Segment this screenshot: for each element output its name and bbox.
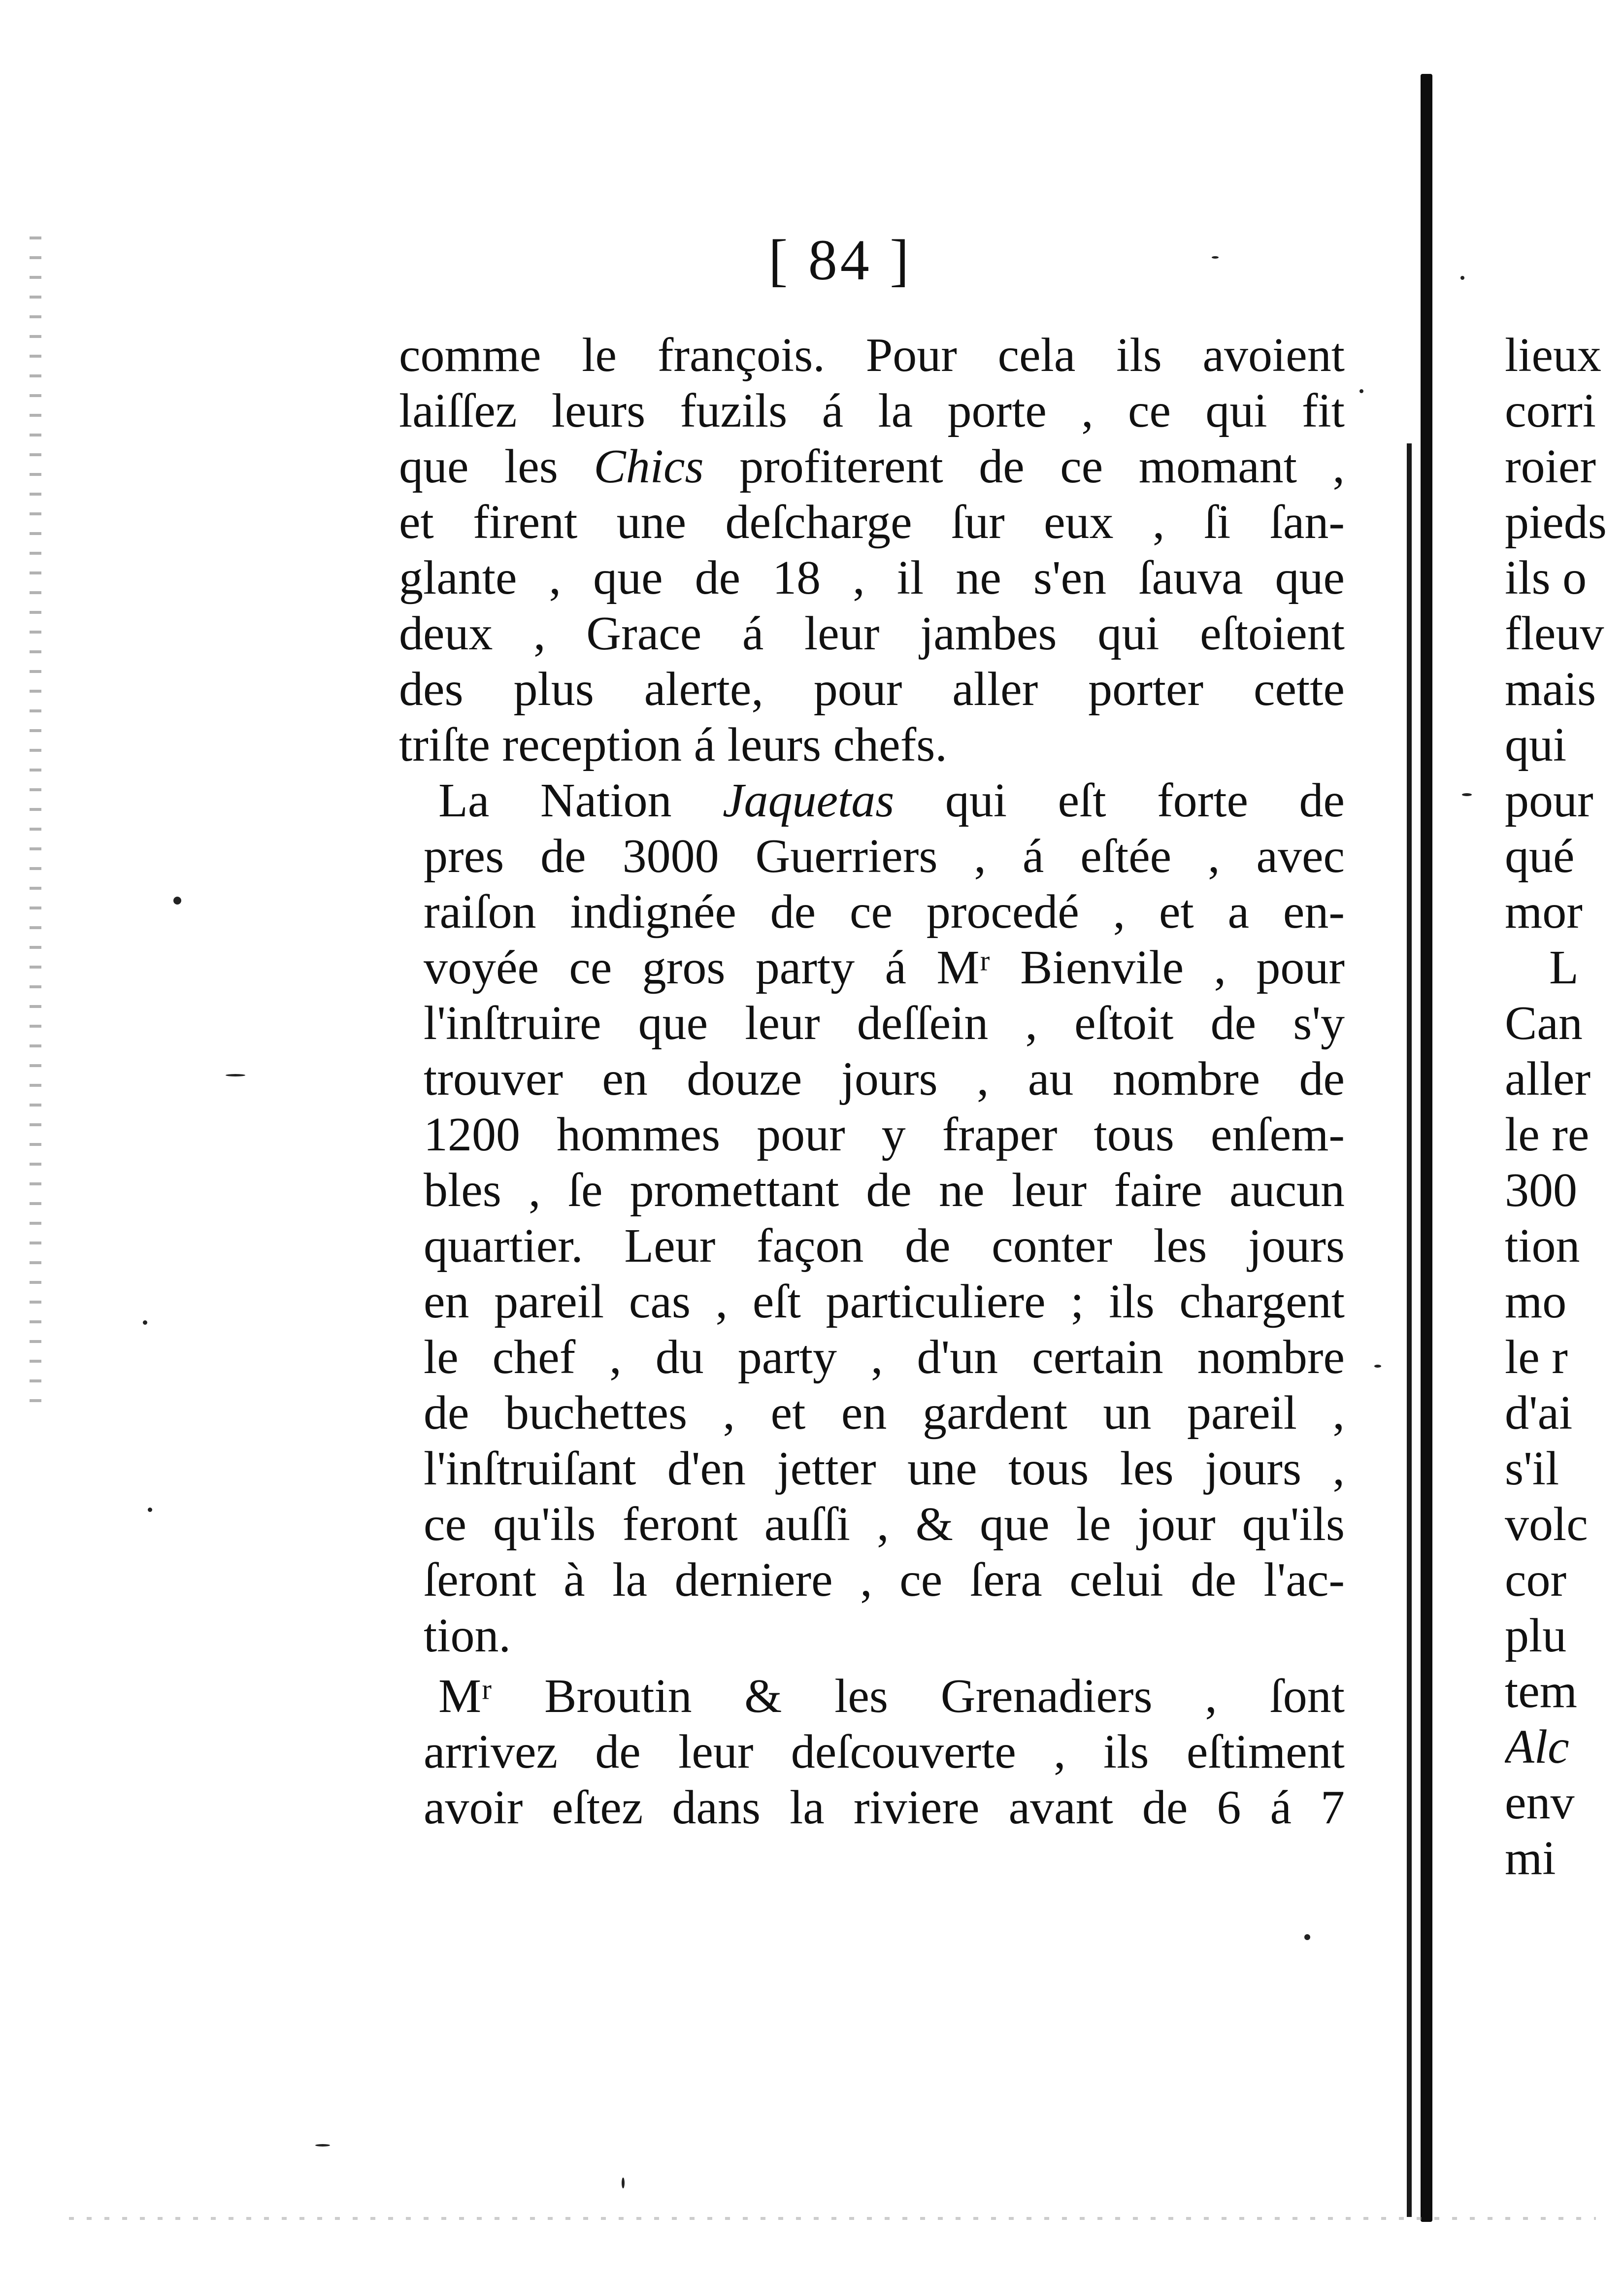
facing-line: env — [1505, 1776, 1575, 1829]
italic-word: Jaquetas — [723, 774, 895, 827]
text-line: pres de 3000 Guerriers , á eſtée , avec — [424, 830, 1345, 883]
scan-bottom-noise — [69, 2217, 1596, 2220]
text-line: arrivez de leur deſcouverte , ils eſtiment — [424, 1725, 1345, 1779]
facing-line: fleuv — [1505, 607, 1604, 660]
facing-line: mor — [1505, 885, 1583, 939]
facing-line: volc — [1505, 1498, 1588, 1551]
text-line: glante , que de 18 , il ne s'en ſauva que — [399, 551, 1345, 604]
text-line: l'inſtruire que leur deſſein , eſtoit de s'y — [424, 997, 1345, 1050]
text-line: quartier. Leur façon de conter les jours — [424, 1219, 1345, 1273]
text-line: voyée ce gros party á Mʳ Bienvile , pour — [424, 941, 1345, 994]
facing-line: tion — [1505, 1219, 1580, 1273]
text-line: des plus alerte, pour aller porter cette — [399, 663, 1345, 716]
italic-word: Chics — [594, 440, 704, 493]
facing-line: pieds — [1505, 496, 1607, 549]
facing-line: tem — [1505, 1665, 1577, 1718]
facing-line: ils o — [1505, 551, 1587, 604]
facing-line: Can — [1505, 997, 1583, 1050]
text-line: et firent une deſcharge ſur eux , ſi ſan- — [399, 496, 1345, 549]
facing-line: mo — [1505, 1275, 1567, 1328]
facing-line: L — [1549, 941, 1579, 994]
facing-line: qué — [1505, 830, 1575, 883]
facing-line: cor — [1505, 1553, 1567, 1607]
text-line: raiſon indignée de ce procedé , et a en- — [424, 885, 1345, 939]
facing-line: d'ai — [1505, 1386, 1573, 1440]
binding-gutter-line — [1421, 74, 1432, 2222]
facing-line: le r — [1505, 1331, 1568, 1384]
facing-line: aller — [1505, 1052, 1591, 1106]
text-line: bles , ſe promettant de ne leur faire aucun — [424, 1164, 1345, 1217]
text-line: tion. — [424, 1609, 511, 1662]
facing-line — [1505, 1719, 1624, 1775]
facing-line: s'il — [1505, 1442, 1559, 1495]
page-number: [ 84 ] — [768, 228, 912, 292]
text-line: avoir eſtez dans la riviere avant de 6 á 7 — [424, 1781, 1345, 1834]
facing-line: plu — [1505, 1609, 1567, 1662]
facing-line: lieux — [1505, 329, 1601, 382]
text-line: de buchettes , et en gardent un pareil , — [424, 1386, 1345, 1440]
text-line: trouver en douze jours , au nombre de — [424, 1052, 1345, 1106]
text-line: ce qu'ils feront auſſi , & que le jour qu'ils — [424, 1498, 1345, 1551]
facing-line: pour — [1505, 774, 1593, 827]
facing-line: le re — [1505, 1108, 1590, 1161]
facing-line: mi — [1505, 1832, 1556, 1885]
text-line: ſeront à la derniere , ce ſera celui de l'ac- — [424, 1553, 1345, 1607]
paragraph-first-line: Mʳ Broutin & les Grenadiers , ſont — [438, 1670, 1345, 1723]
text-line: que les Chics profiterent de ce momant , — [399, 440, 1345, 493]
facing-page-fragment — [1505, 328, 1624, 1886]
facing-line: roier — [1505, 440, 1596, 493]
text-line: en pareil cas , eſt particuliere ; ils chargent — [424, 1275, 1345, 1328]
text-line: l'inſtruiſant d'en jetter une tous les jours , — [424, 1442, 1345, 1495]
main-text-column — [399, 328, 1345, 1836]
binding-shadow — [1407, 443, 1412, 2217]
scan-edge-noise — [30, 236, 41, 1419]
text-line: triſte reception á leurs chefs. — [399, 718, 947, 772]
facing-line: mais — [1505, 663, 1596, 716]
text-line: deux , Grace á leur jambes qui eſtoient — [399, 607, 1345, 660]
italic-word: Alc — [1505, 1720, 1569, 1774]
text-line: 1200 hommes pour y fraper tous enſem- — [424, 1108, 1345, 1161]
facing-line: qui — [1505, 718, 1567, 772]
text-line: le chef , du party , d'un certain nombre — [424, 1331, 1345, 1384]
facing-line: 300 — [1505, 1164, 1577, 1217]
facing-line: corri — [1505, 384, 1596, 437]
paragraph-first-line: La Nation Jaquetas qui eſt forte de — [438, 774, 1345, 827]
text-line: laiſſez leurs fuzils á la porte , ce qui fit — [399, 384, 1345, 437]
text-line: comme le françois. Pour cela ils avoient — [399, 329, 1345, 382]
